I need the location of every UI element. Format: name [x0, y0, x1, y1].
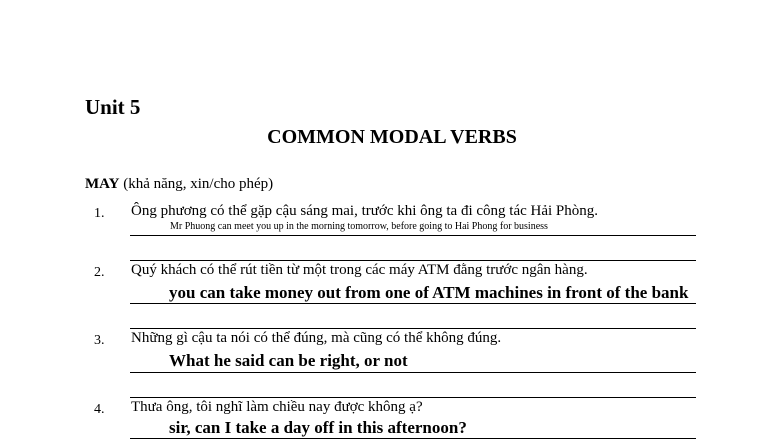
answer-line	[130, 372, 696, 373]
answer-line	[130, 438, 696, 439]
answer-line	[130, 235, 696, 236]
answer-line	[130, 303, 696, 304]
unit-heading: Unit 5	[85, 95, 141, 119]
item-answer[interactable]: sir, can I take a day off in this afternoon?	[169, 418, 467, 437]
page-title: COMMON MODAL VERBS	[267, 126, 517, 148]
section-gloss: (khả năng, xin/cho phép)	[119, 176, 274, 192]
item-question: Quý khách có thể rút tiền từ một trong các máy ATM đằng trước ngân hàng.	[131, 262, 588, 278]
item-number: 3.	[94, 333, 105, 348]
answer-line	[130, 328, 696, 329]
section-heading	[85, 176, 273, 193]
answer-line	[130, 397, 696, 398]
item-question: Ông phương có thể gặp cậu sáng mai, trước khi ông ta đi công tác Hải Phòng.	[131, 203, 599, 219]
answer-line	[130, 260, 696, 261]
item-number: 4.	[94, 402, 105, 417]
item-question: Những gì cậu ta nói có thể đúng, mà cũng có thể không đúng.	[131, 330, 502, 346]
item-answer[interactable]: What he said can be right, or not	[169, 351, 408, 370]
item-number: 1.	[94, 206, 105, 221]
item-question: Thưa ông, tôi nghĩ làm chiều nay được không ạ?	[131, 399, 423, 415]
section-keyword: MAY	[85, 176, 120, 192]
item-number: 2.	[94, 265, 105, 280]
item-answer[interactable]: you can take money out from one of ATM machines in front of the bank	[169, 283, 689, 302]
item-answer[interactable]: Mr Phuong can meet you up in the morning tomorrow, before going to Hai Phong for business	[170, 221, 548, 232]
